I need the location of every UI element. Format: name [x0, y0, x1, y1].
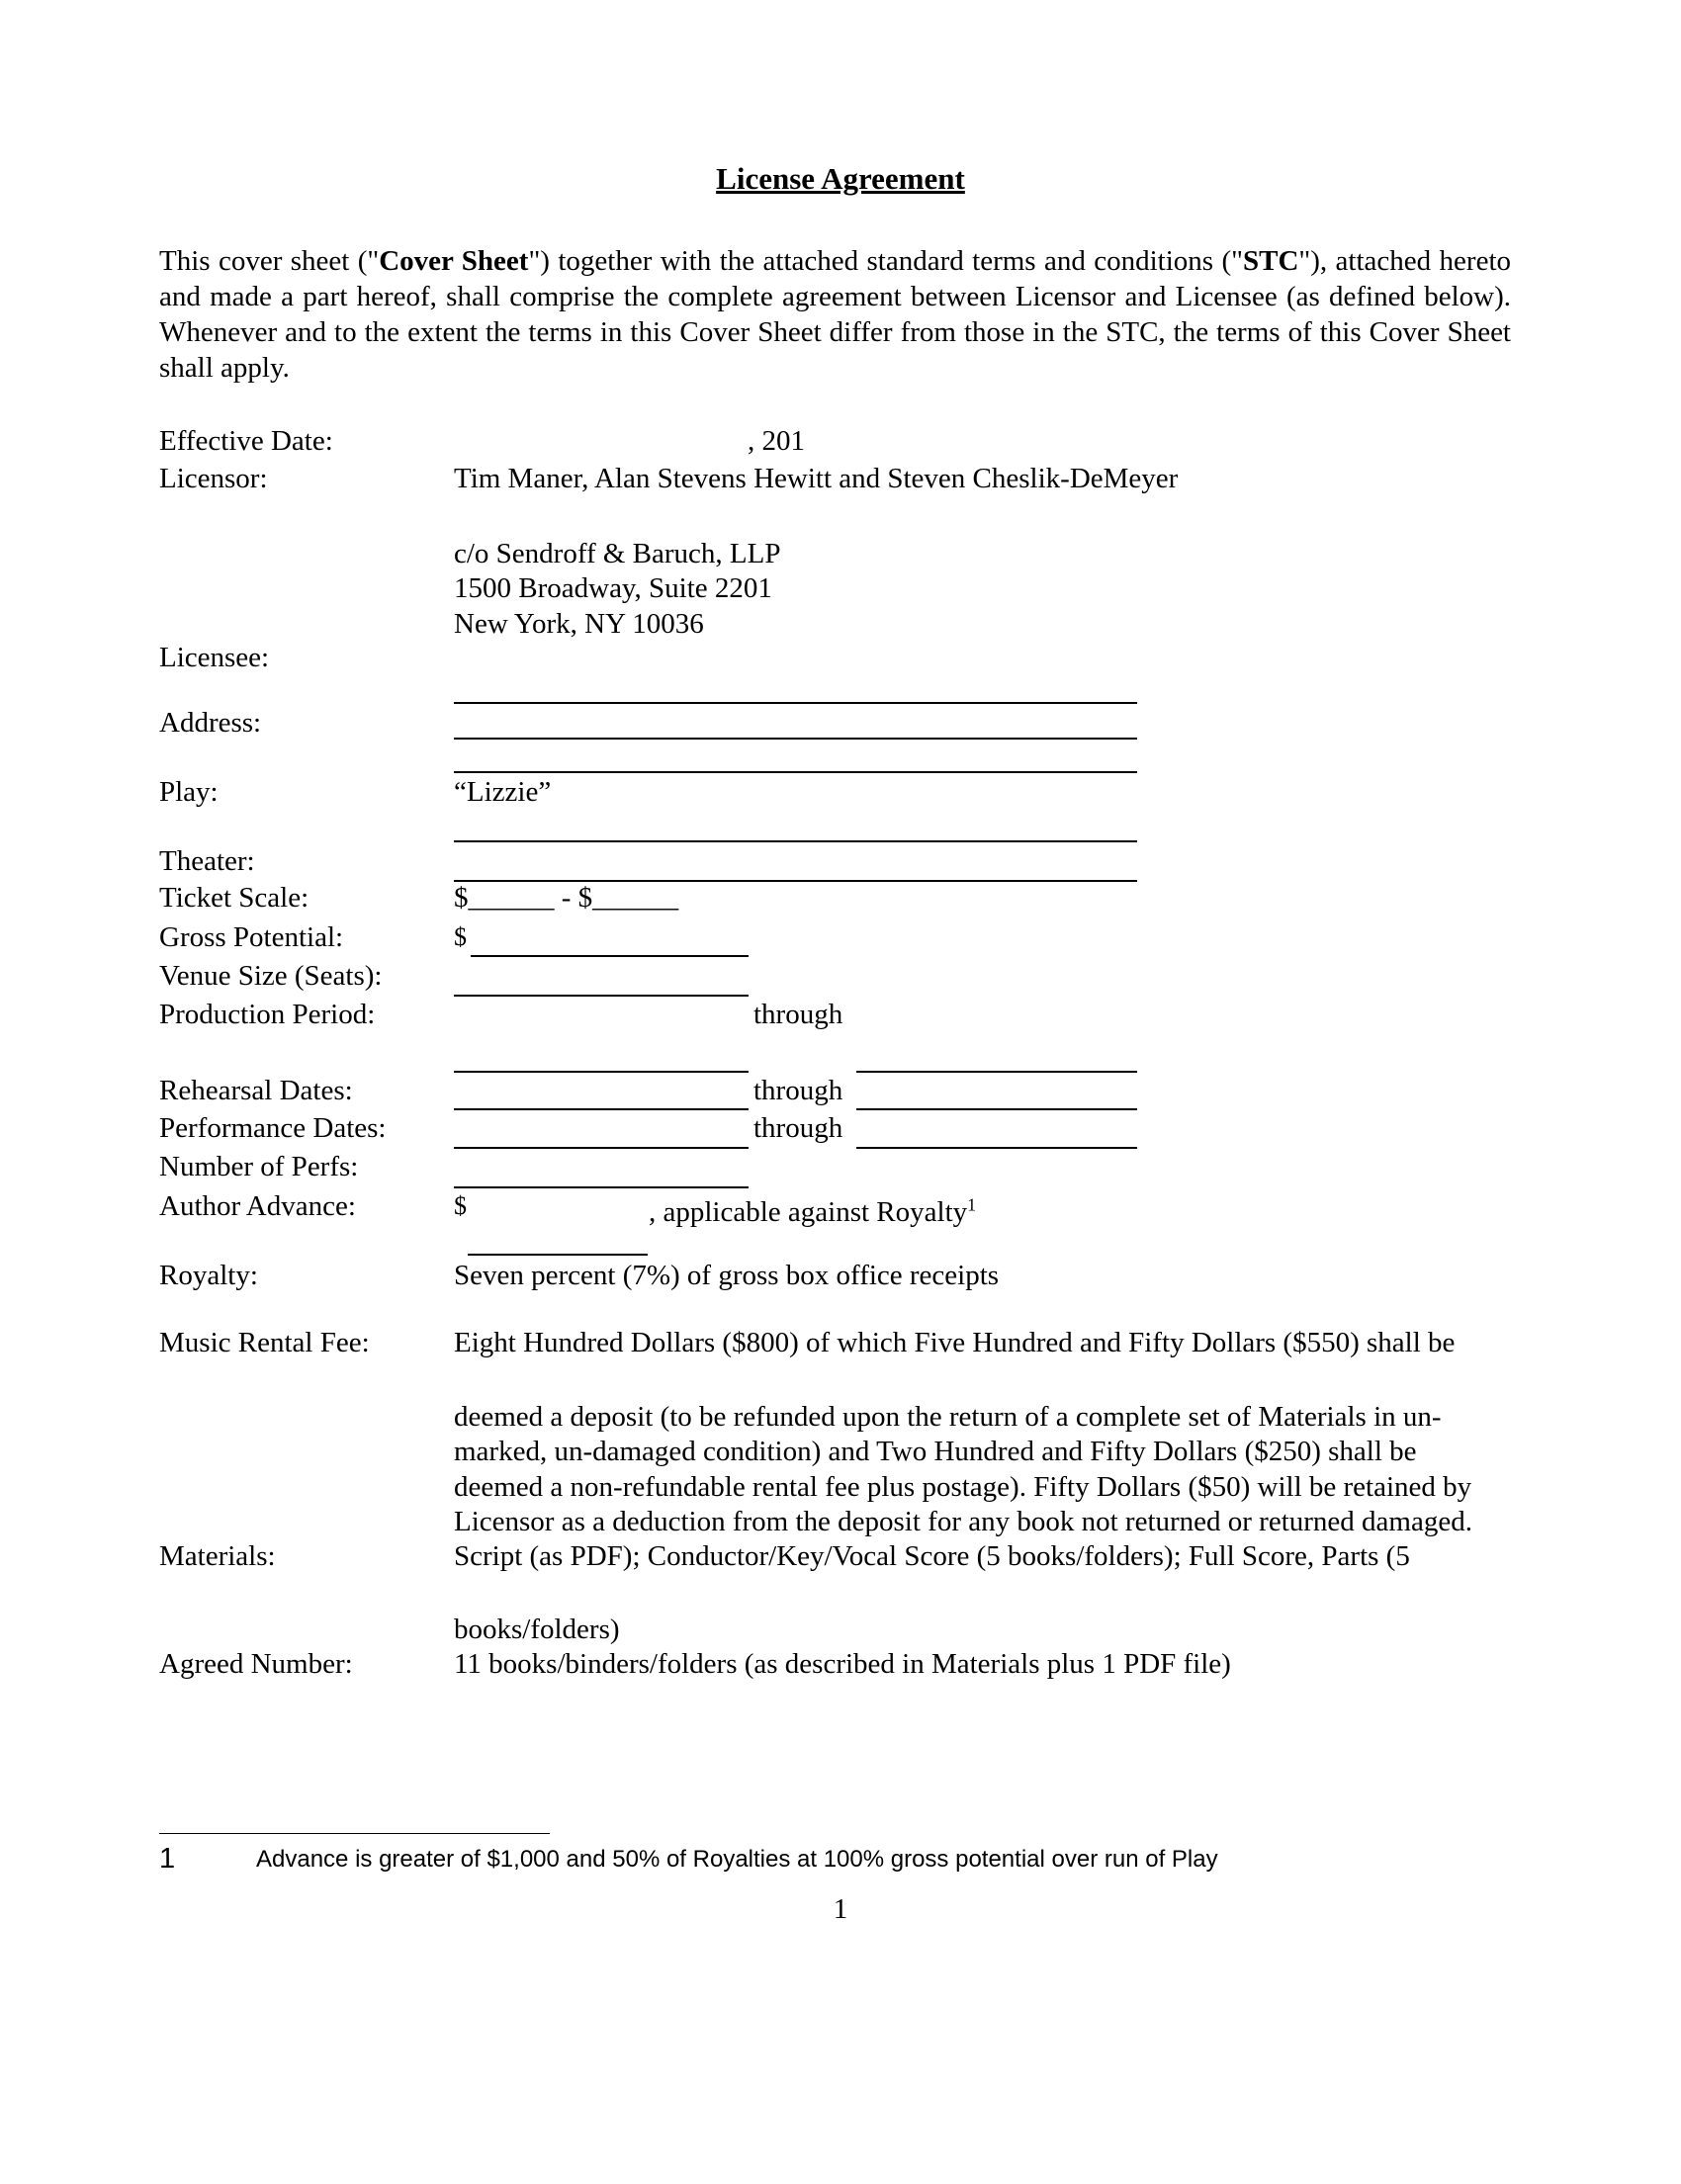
author-advance-value [649, 1194, 976, 1230]
theater-label: Theater: [159, 845, 255, 877]
gross-potential-currency: $ [454, 922, 467, 951]
ticket-scale-value[interactable]: $______ - $______ [454, 882, 679, 914]
effective-date-label: Effective Date: [159, 425, 333, 457]
music-rental-fee-line-3: marked, un-damaged condition) and Two Hundred and Fifty Dollars ($250) shall be [454, 1436, 1417, 1467]
intro-bold-cover-sheet: Cover Sheet [379, 245, 529, 277]
gross-potential-blank-line[interactable] [471, 955, 749, 957]
play-label: Play: [159, 776, 219, 808]
royalty-value: Seven percent (7%) of gross box office receipts [454, 1260, 1000, 1291]
document-title: License Agreement [716, 161, 965, 196]
performance-start-line[interactable] [454, 1108, 749, 1110]
agreed-number-value: 11 books/binders/folders (as described in Materials plus 1 PDF file) [454, 1648, 1231, 1680]
page-number: 1 [833, 1893, 848, 1925]
intro-paragraph [159, 243, 1511, 386]
venue-size-label: Venue Size (Seats): [159, 960, 383, 992]
materials-line-2: books/folders) [454, 1614, 620, 1645]
performance-dates-label: Performance Dates: [159, 1112, 387, 1144]
materials-line-1: Script (as PDF); Conductor/Key/Vocal Score (5 books/folders); Full Score, Parts (5 [454, 1540, 1410, 1572]
intro-text-3: "), attached hereto and made a part hereof, shall comprise the complete agreement between Licensor and Licensee (as defined below). Whenever and to the extent the terms in this Cover Sheet differ from those in the STC, the terms of this Cover Sheet shall apply. [159, 245, 1511, 384]
rehearsal-dates-through: through [753, 1075, 843, 1106]
rehearsal-end-line[interactable] [856, 1071, 1137, 1073]
performance-end-line[interactable] [856, 1108, 1137, 1110]
performance-dates-through: through [753, 1112, 843, 1144]
licensee-label: Licensee: [159, 642, 270, 673]
licensor-address-line-3: New York, NY 10036 [454, 608, 704, 640]
author-advance-currency: $ [454, 1191, 467, 1220]
gross-potential-label: Gross Potential: [159, 921, 344, 953]
play-value: “Lizzie” [454, 776, 552, 808]
address-blank-line-2[interactable] [454, 771, 1137, 773]
intro-text-2: ") together with the attached standard terms and conditions (" [528, 245, 1243, 277]
address-label: Address: [159, 707, 262, 739]
production-period-through: through [753, 999, 843, 1030]
number-of-perfs-label: Number of Perfs: [159, 1151, 359, 1182]
author-advance-label: Author Advance: [159, 1190, 356, 1222]
agreed-number-label: Agreed Number: [159, 1648, 353, 1680]
ticket-scale-label: Ticket Scale: [159, 882, 310, 914]
rehearsal-start-line[interactable] [454, 1071, 749, 1073]
licensor-label: Licensor: [159, 463, 268, 494]
music-rental-fee-label: Music Rental Fee: [159, 1327, 370, 1358]
effective-date-value: , 201 [748, 425, 805, 457]
rehearsal-dates-label: Rehearsal Dates: [159, 1075, 353, 1106]
licensor-address-line-1: c/o Sendroff & Baruch, LLP [454, 538, 781, 569]
licensee-blank-line[interactable] [454, 702, 1137, 704]
materials-label: Materials: [159, 1540, 276, 1572]
music-rental-fee-line-4: deemed a non-refundable rental fee plus postage). Fifty Dollars ($50) will be retained by [454, 1471, 1472, 1503]
author-advance-text: , applicable against Royalty [649, 1196, 968, 1228]
production-period-label: Production Period: [159, 999, 376, 1030]
music-rental-fee-line-1: Eight Hundred Dollars ($800) of which Five Hundred and Fifty Dollars ($550) shall be [454, 1327, 1456, 1358]
licensor-value: Tim Maner, Alan Stevens Hewitt and Steven Cheslik-DeMeyer [454, 463, 1179, 494]
venue-size-blank-line[interactable] [454, 995, 749, 997]
performance-dates-lower-line[interactable] [454, 1147, 749, 1149]
number-of-perfs-blank-line[interactable] [454, 1186, 749, 1188]
footnote-text: Advance is greater of $1,000 and 50% of Royalties at 100% gross potential over run of Play [256, 1846, 1218, 1873]
music-rental-fee-line-2: deemed a deposit (to be refunded upon the return of a complete set of Materials in un- [454, 1401, 1442, 1433]
royalty-label: Royalty: [159, 1260, 258, 1291]
author-advance-blank-line[interactable] [468, 1254, 648, 1256]
footnote-reference: 1 [967, 1194, 977, 1215]
licensor-address-line-2: 1500 Broadway, Suite 2201 [454, 572, 772, 604]
music-rental-fee-line-5: Licensor as a deduction from the deposit for any book not returned or returned damaged. [454, 1506, 1472, 1537]
intro-bold-stc: STC [1242, 245, 1299, 277]
address-blank-line-1[interactable] [454, 738, 1137, 740]
performance-end-lower-line[interactable] [856, 1147, 1137, 1149]
intro-text-1: This cover sheet (" [159, 245, 380, 277]
footnote-separator [159, 1833, 550, 1834]
play-blank-line[interactable] [454, 840, 1137, 842]
footnote-number: 1 [159, 1843, 176, 1875]
